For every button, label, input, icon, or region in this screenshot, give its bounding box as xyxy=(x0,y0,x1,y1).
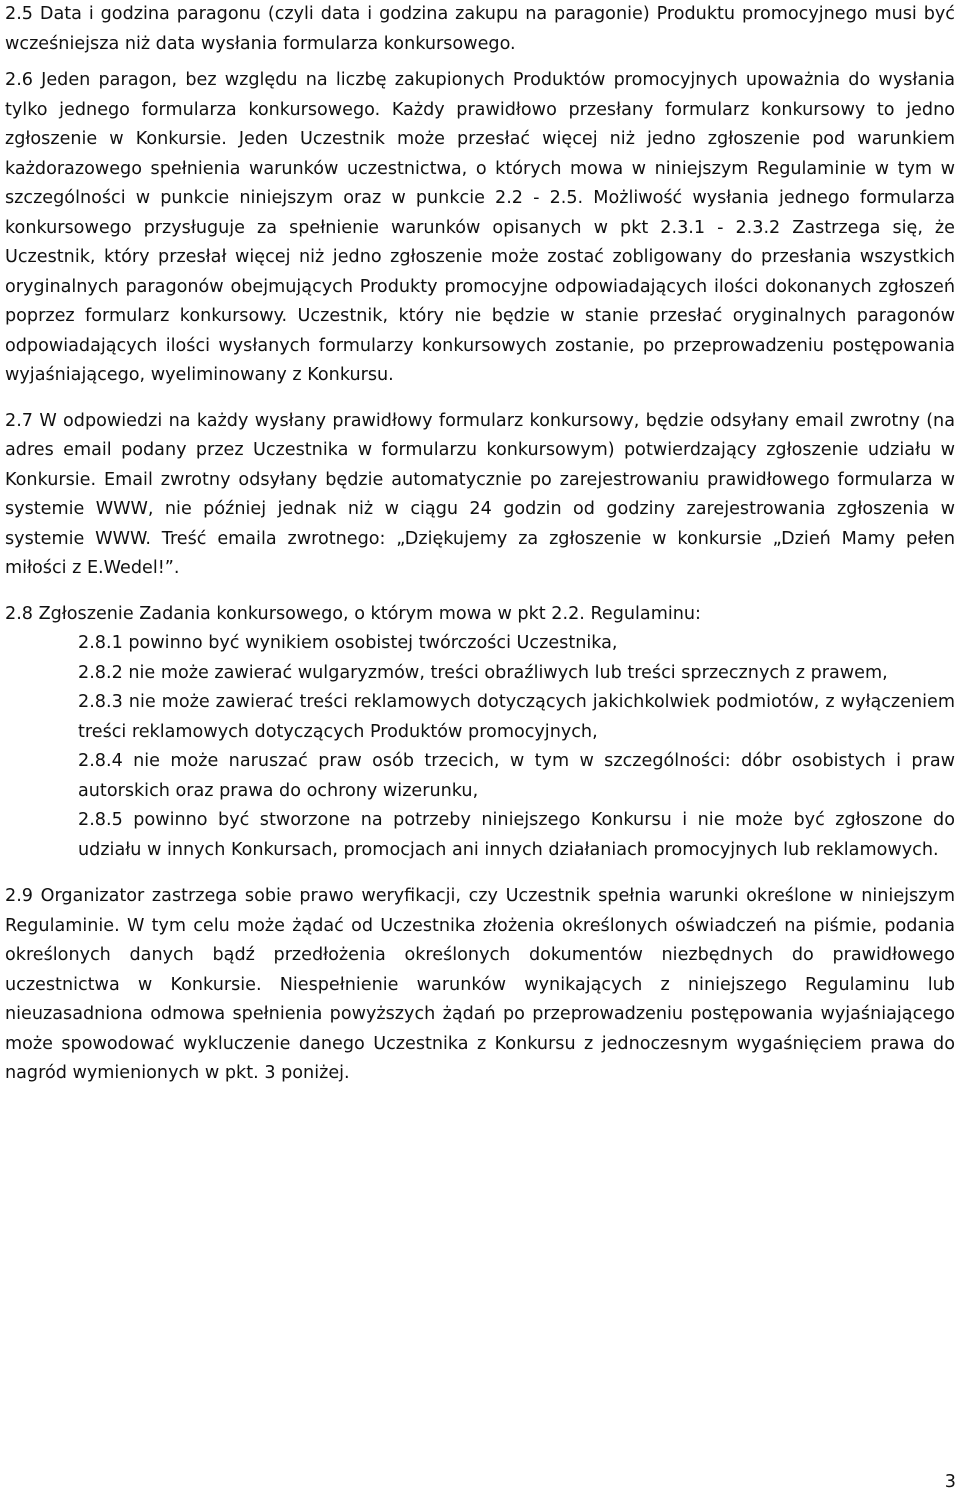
paragraph-2-5: 2.5 Data i godzina paragonu (czyli data i godzina zakupu na paragonie) Produktu promocyjnego musi być wcześniejsza niż data wysłania formularza konkursowego. xyxy=(5,4,955,54)
subitem-2-8-2: 2.8.2 nie może zawierać wulgaryzmów, treści obraźliwych lub treści sprzecznych z prawem, xyxy=(78,662,888,683)
subitem-2-8-5: 2.8.5 powinno być stworzone na potrzeby niniejszego Konkursu i nie może być zgłoszone do udziału w innych Konkursach, promocjach ani innych działaniach promocyjnych lub reklamowych. xyxy=(78,810,955,860)
subitem-list xyxy=(5,629,955,865)
subitem-2-8-3: 2.8.3 nie może zawierać treści reklamowych dotyczących jakichkolwiek podmiotów, z wyłączeniem treści reklamowych dotyczących Produktów promocyjnych, xyxy=(78,692,955,742)
paragraph-2-6: 2.6 Jeden paragon, bez względu na liczbę zakupionych Produktów promocyjnych upoważnia do wysłania tylko jednego formularza konkursowego. Każdy prawidłowo przesłany formularz konkursowy to jedno zgłoszenie w Konkursie. Jeden Uczestnik może przesłać więcej niż jedno zgłoszenie pod warunkiem każdorazowego spełnienia warunków uczestnictwa, o których mowa w niniejszym Regulaminie w tym w szczególności w punkcie niniejszym oraz w punkcie 2.2 - 2.5. Możliwość wysłania jednego formularza konkursowego przysługuje za spełnienie warunków opisanych w pkt 2.3.1 - 2.3.2 Zastrzega się, że Uczestnik, który przesłał więcej niż jedno zgłoszenie może zostać zobligowany do przesłania wszystkich oryginalnych paragonów obejmujących Produkty promocyjne odpowiadających ilości dokonanych zgłoszeń poprzez formularz konkursowy. Uczestnik, który nie będzie w stanie przesłać oryginalnych paragonów odpowiadających ilości wysłanych formularzy konkursowych zostanie, po przeprowadzeniu postępowania wyjaśniającego, wyeliminowany z Konkursu. xyxy=(5,70,955,385)
paragraph-2-8: 2.8 Zgłoszenie Zadania konkursowego, o którym mowa w pkt 2.2. Regulaminu: xyxy=(5,603,701,624)
page-number: 3 xyxy=(944,1472,956,1492)
document-page xyxy=(5,0,955,1089)
paragraph-2-7: 2.7 W odpowiedzi na każdy wysłany prawidłowy formularz konkursowy, będzie odsyłany email zwrotny (na adres email podany przez Uczestnika w formularzu konkursowym) potwierdzający zgłoszenie udziału w Konkursie. Email zwrotny odsyłany będzie automatycznie po zarejestrowaniu prawidłowego formularza w systemie WWW, nie później jednak niż w ciągu 24 godzin od godziny zarejestrowania zgłoszenia w systemie WWW. Treść emaila zwrotnego: „Dziękujemy za zgłoszenie w konkursie „Dzień Mamy pełen miłości z E.Wedel!”. xyxy=(5,410,955,578)
paragraph-2-9: 2.9 Organizator zastrzega sobie prawo weryfikacji, czy Uczestnik spełnia warunki określone w niniejszym Regulaminie. W tym celu może żądać od Uczestnika złożenia określonych oświadczeń na piśmie, podania określonych danych bądź przedłożenia określonych dokumentów niezbędnych do prawidłowego uczestnictwa w Konkursie. Niespełnienie warunków wynikających z niniejszego Regulaminu lub nieuzasadniona odmowa spełnienia powyższych żądań po przeprowadzeniu postępowania wyjaśniającego może spowodować wykluczenie danego Uczestnika z Konkursu z jednoczesnym wygaśnięciem prawa do nagród wymienionych w pkt. 3 poniżej. xyxy=(5,886,955,1083)
subitem-2-8-4: 2.8.4 nie może naruszać praw osób trzecich, w tym w szczególności: dóbr osobistych i praw autorskich oraz prawa do ochrony wizerunku, xyxy=(78,751,955,801)
subitem-2-8-1: 2.8.1 powinno być wynikiem osobistej twórczości Uczestnika, xyxy=(78,633,618,653)
